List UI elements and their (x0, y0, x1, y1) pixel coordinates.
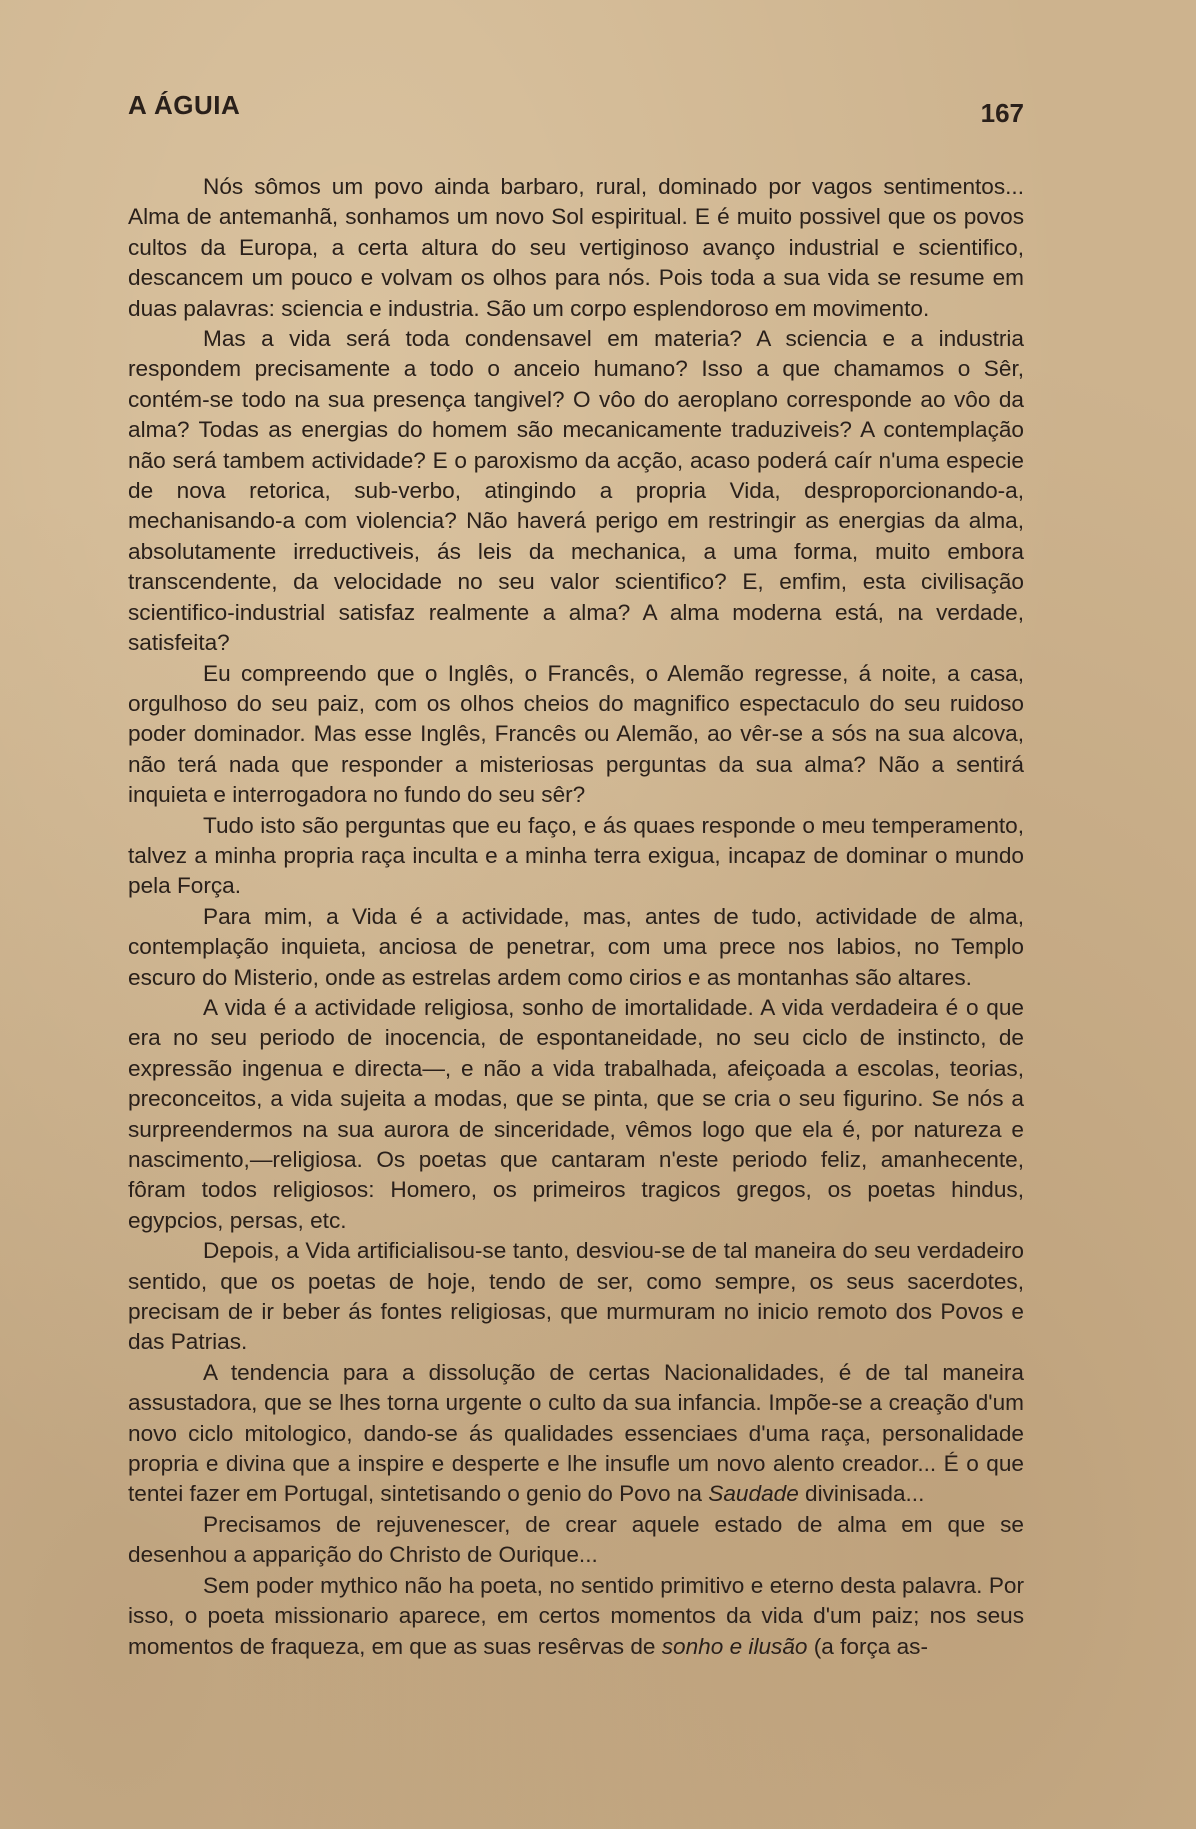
page-number: 167 (980, 98, 1024, 128)
paragraph: Mas a vida será toda condensavel em materia? A sciencia e a industria respondem precisamente a todo o anceio humano? Isso a que chamamos o Sêr, contém-se todo na sua presença tangivel? O vôo do aeroplano corresponde ao vôo da alma? Todas as energias do homem são mecanicamente traduziveis? A contemplação não será tambem actividade? E o paroxismo da acção, acaso poderá caír n'uma especie de nova retorica, sub-verbo, atingindo a propria Vida, desproporcionando-a, mechanisando-a com violencia? Não haverá perigo em restringir as energias da alma, absolutamente irreductiveis, ás leis da mechanica, a uma forma, muito embora transcendente, da velocidade no seu valor scientifico? E, emfim, esta civilisação scientifico-industrial satisfaz realmente a alma? A alma moderna está, na verdade, satisfeita? (128, 326, 1024, 656)
paragraph-text: (a força as- (807, 1633, 929, 1659)
paragraph: Eu compreendo que o Inglês, o Francês, o Alemão regresse, á noite, a casa, orgulhoso do seu paiz, com os olhos cheios do magnifico espectaculo do seu ruidoso poder dominador. Mas esse Inglês, Francês ou Alemão, ao vêr-se a sós na sua alcova, não terá nada que responder a misteriosas perguntas da sua alma? Não a sentirá inquieta e interrogadora no fundo do seu sêr? (128, 660, 1024, 808)
article-body (128, 172, 1024, 1662)
journal-title: A ÁGUIA (128, 90, 241, 120)
paragraph: Depois, a Vida artificialisou-se tanto, desviou-se de tal maneira do seu verdadeiro sentido, que os poetas de hoje, tendo de ser, como sempre, os seus sacerdotes, precisam de ir beber ás fontes religiosas, que murmuram no inicio remoto dos Povos e das Patrias. (128, 1238, 1024, 1355)
paragraph: Para mim, a Vida é a actividade, mas, antes de tudo, actividade de alma, contemplação inquieta, anciosa de penetrar, com uma prece nos labios, no Templo escuro do Misterio, onde as estrelas ardem como cirios e as montanhas são altares. (128, 903, 1024, 990)
paragraph: Tudo isto são perguntas que eu faço, e ás quaes responde o meu temperamento, talvez a minha propria raça inculta e a minha terra exigua, incapaz de dominar o mundo pela Força. (128, 812, 1024, 899)
paragraph (128, 1571, 1024, 1662)
paragraph: Nós sômos um povo ainda barbaro, rural, dominado por vagos sentimentos... Alma de antemanhã, sonhamos um novo Sol espiritual. E é muito possivel que os povos cultos da Europa, a certa altura do seu vertiginoso avanço industrial e scientifico, descancem um pouco e volvam os olhos para nós. Pois toda a sua vida se resume em duas palavras: sciencia e industria. São um corpo esplendoroso em movimento. (128, 174, 1024, 321)
paragraph: Precisamos de rejuvenescer, de crear aquele estado de alma em que se desenhou a apparição do Christo de Ourique... (128, 1511, 1024, 1568)
paragraph-text: A tendencia para a dissolução de certas Nacionalidades, é de tal maneira assustadora, que se lhes torna urgente o culto da sua infancia. Impõe-se a creação d'um novo ciclo mitologico, dando-se ás qualidades essenciaes d'uma raça, personalidade propria e divina que a inspire e desperte e lhe insufle um novo alento creador... É o que tentei fazer em Portugal, sintetisando o genio do Povo na (128, 1359, 1024, 1507)
italic-term: sonho e ilusão (661, 1633, 808, 1659)
paragraph-text: divinisada... (798, 1481, 925, 1507)
paragraph (128, 1358, 1024, 1510)
italic-term: Saudade (708, 1481, 799, 1507)
paragraph-text: Sem poder mythico não ha poeta, no sentido primitivo e eterno desta palavra. Por isso, o poeta missionario aparece, em certos momentos da vida d'um paiz; nos seus momentos de fraqueza, em que as suas resêrvas de (128, 1572, 1024, 1659)
paragraph: A vida é a actividade religiosa, sonho de imortalidade. A vida verdadeira é o que era no seu periodo de inocencia, de espontaneidade, no seu ciclo de instincto, de expressão ingenua e directa—, e não a vida trabalhada, afeiçoada a escolas, teorias, preconceitos, a vida sujeita a modas, que se pinta, que se cria o seu figurino. Se nós a surpreendermos na sua aurora de sinceridade, vêmos logo que ela é, por natureza e nascimento,—religiosa. Os poetas que cantaram n'este periodo feliz, amanhecente, fôram todos religiosos: Homero, os primeiros tragicos gregos, os poetas hindus, egypcios, persas, etc. (128, 994, 1024, 1233)
running-header (128, 90, 1024, 130)
